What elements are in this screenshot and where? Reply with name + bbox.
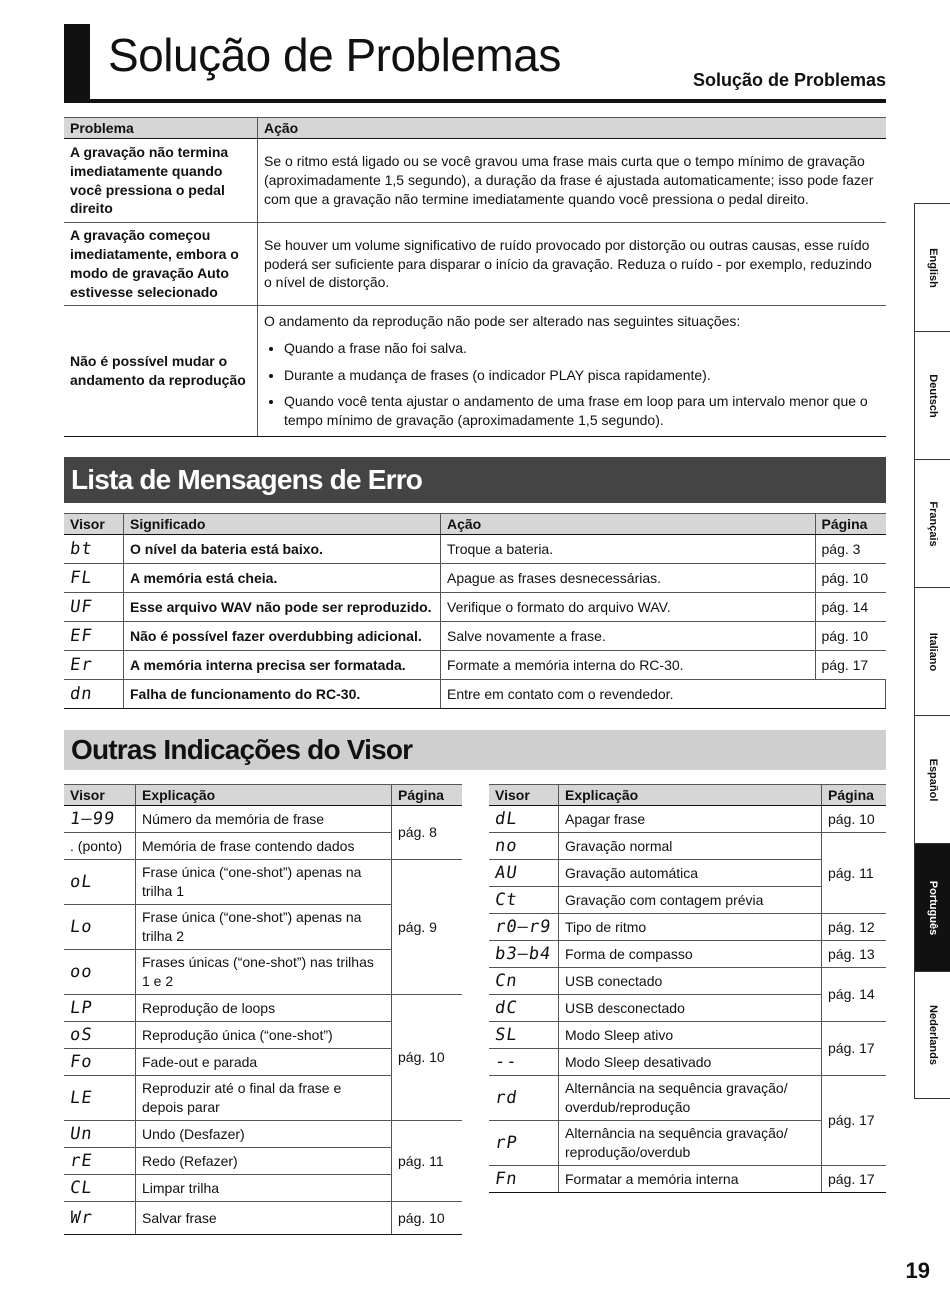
explanation-cell: Gravação automática <box>559 860 822 887</box>
explanation-cell: Forma de compasso <box>559 941 822 968</box>
meaning-cell: O nível da bateria está baixo. <box>124 535 441 564</box>
page-cell: pág. 9 <box>392 860 463 995</box>
tab-nederlands[interactable] <box>914 971 950 1099</box>
explanation-cell: Reprodução de loops <box>136 995 392 1022</box>
column-header-problem: Problema <box>64 118 258 139</box>
meaning-cell: Falha de funcionamento do RC-30. <box>124 680 441 709</box>
lcd-display-code: dC <box>493 997 519 1018</box>
column-header-page: Página <box>815 514 886 535</box>
table-row <box>489 1022 886 1049</box>
table-row <box>64 651 886 680</box>
lcd-display-code: LE <box>68 1087 94 1108</box>
page-cell: pág. 14 <box>822 968 887 1022</box>
page-cell: pág. 8 <box>392 806 463 860</box>
error-messages-table <box>64 513 886 709</box>
problem-cell: Não é possível mudar o andamento da reprodução <box>64 306 258 437</box>
explanation-cell: Memória de frase contendo dados <box>136 833 392 860</box>
lcd-display-code: Wr <box>68 1207 94 1228</box>
lcd-display-code: FL <box>68 567 94 588</box>
table-row <box>489 941 886 968</box>
list-item: • Durante a mudança de frases (o indicador PLAY pisca rapidamente). <box>284 366 880 385</box>
action-cell: Se houver um volume significativo de ruído provocado por distorção ou outras causas, esse ruído poderá ser suficiente para disparar o início da gravação. Reduza o ruído - por exemplo, reduzindo o nível de distorção. <box>258 223 887 306</box>
explanation-cell: Redo (Refazer) <box>136 1148 392 1175</box>
lcd-display-code: Ct <box>493 889 519 910</box>
table-row <box>64 593 886 622</box>
column-header-action: Ação <box>441 514 816 535</box>
lcd-display-code: no <box>493 835 519 856</box>
lcd-display-code: Cn <box>493 970 519 991</box>
list-item: • Quando você tenta ajustar o andamento de uma frase em loop para um intervalo menor que o tempo mínimo de gravação (aproximadamente 1,5 segundo). <box>284 392 880 430</box>
lcd-display-code: rE <box>68 1150 94 1171</box>
meaning-cell: Esse arquivo WAV não pode ser reproduzido. <box>124 593 441 622</box>
display-code-text: . (ponto) <box>64 833 136 860</box>
problem-cell: A gravação começou imediatamente, embora o modo de gravação Auto estivesse selecionado <box>64 223 258 306</box>
column-header-display: Visor <box>64 514 124 535</box>
page-cell: pág. 17 <box>822 1076 887 1166</box>
explanation-cell: Tipo de ritmo <box>559 914 822 941</box>
table-row <box>489 1076 886 1121</box>
action-cell: Salve novamente a frase. <box>441 622 816 651</box>
display-indications-table-right <box>489 784 886 1193</box>
tab-label: Italiano <box>926 632 939 671</box>
table-row <box>64 860 462 905</box>
action-cell: Formate a memória interna do RC-30. <box>441 651 816 680</box>
tab-label: Português <box>926 880 939 935</box>
lcd-display-code: EF <box>68 625 94 646</box>
page-cell: pág. 10 <box>392 1202 463 1235</box>
explanation-cell: Frase única (“one-shot”) apenas na trilha 2 <box>136 905 392 950</box>
action-cell: Apague as frases desnecessárias. <box>441 564 816 593</box>
title-bar-decoration <box>64 24 90 100</box>
table-row <box>64 139 886 223</box>
page-title: Solução de Problemas <box>108 29 561 81</box>
table-row <box>64 535 886 564</box>
explanation-cell: Frase única (“one-shot”) apenas na trilha 1 <box>136 860 392 905</box>
tab-espanol[interactable] <box>914 715 950 843</box>
explanation-cell: Alternância na sequência gravação/ reprodução/overdub <box>559 1121 822 1166</box>
table-row <box>64 306 886 437</box>
display-indications-table-left <box>64 784 462 1235</box>
explanation-cell: Número da memória de frase <box>136 806 392 833</box>
explanation-cell: Formatar a memória interna <box>559 1166 822 1193</box>
tab-deutsch[interactable] <box>914 331 950 459</box>
explanation-cell: USB desconectado <box>559 995 822 1022</box>
table-row <box>64 1202 462 1235</box>
title-rule <box>64 99 886 103</box>
explanation-cell: USB conectado <box>559 968 822 995</box>
lcd-display-code: Er <box>68 654 94 675</box>
action-cell: Entre em contato com o revendedor. <box>441 680 886 709</box>
lcd-display-code: oo <box>68 961 94 982</box>
explanation-cell: Gravação normal <box>559 833 822 860</box>
list-item: • Quando a frase não foi salva. <box>284 339 880 358</box>
lcd-display-code: rP <box>493 1132 519 1153</box>
lcd-display-code: -- <box>493 1051 519 1072</box>
action-intro: O andamento da reprodução não pode ser alterado nas seguintes situações: <box>264 312 741 329</box>
lcd-display-code: dn <box>68 683 94 704</box>
page-cell: pág. 14 <box>815 593 886 622</box>
explanation-cell: Undo (Desfazer) <box>136 1121 392 1148</box>
column-header-page: Página <box>392 785 463 806</box>
column-header-explanation: Explicação <box>559 785 822 806</box>
lcd-display-code: oS <box>68 1024 94 1045</box>
page-cell: pág. 11 <box>392 1121 463 1202</box>
troubleshooting-table <box>64 117 886 437</box>
explanation-cell: Limpar trilha <box>136 1175 392 1202</box>
column-header-page: Página <box>822 785 887 806</box>
tab-english[interactable] <box>914 203 950 331</box>
page-cell: pág. 13 <box>822 941 887 968</box>
explanation-cell: Fade-out e parada <box>136 1049 392 1076</box>
page-number: 19 <box>905 1258 930 1283</box>
table-row <box>64 995 462 1022</box>
table-row <box>489 1166 886 1193</box>
page-cell: pág. 10 <box>815 622 886 651</box>
explanation-cell: Modo Sleep ativo <box>559 1022 822 1049</box>
column-header-explanation: Explicação <box>136 785 392 806</box>
table-row <box>64 223 886 306</box>
table-row <box>489 806 886 833</box>
meaning-cell: Não é possível fazer overdubbing adicional. <box>124 622 441 651</box>
page-cell: pág. 12 <box>822 914 887 941</box>
table-row <box>64 680 886 709</box>
page-cell: pág. 17 <box>822 1022 887 1076</box>
explanation-cell: Gravação com contagem prévia <box>559 887 822 914</box>
language-tabs <box>914 203 950 1099</box>
error-list-heading: Lista de Mensagens de Erro <box>64 457 886 503</box>
lcd-display-code: bt <box>68 538 94 559</box>
page-cell: pág. 10 <box>822 806 887 833</box>
table-row <box>64 806 462 833</box>
lcd-display-code: LP <box>68 997 94 1018</box>
action-cell: Troque a bateria. <box>441 535 816 564</box>
explanation-cell: Apagar frase <box>559 806 822 833</box>
other-indications-heading: Outras Indicações do Visor <box>64 730 886 770</box>
tab-label: Español <box>926 758 939 801</box>
action-cell <box>258 306 887 437</box>
lcd-display-code: Un <box>68 1123 94 1144</box>
column-header-action: Ação <box>258 118 887 139</box>
tab-italiano[interactable] <box>914 587 950 715</box>
tab-label: Nederlands <box>926 1005 939 1065</box>
explanation-cell: Salvar frase <box>136 1202 392 1235</box>
lcd-display-code: rd <box>493 1087 519 1108</box>
page-cell: pág. 17 <box>815 651 886 680</box>
tab-label: Deutsch <box>926 373 939 418</box>
lcd-display-code: dL <box>493 808 519 829</box>
page-cell: pág. 11 <box>822 833 887 914</box>
column-header-display: Visor <box>489 785 559 806</box>
page-cell: pág. 10 <box>392 995 463 1121</box>
action-cell: Se o ritmo está ligado ou se você gravou uma frase mais curta que o tempo mínimo de gravação (aproximadamente 1,5 segundo), a duração da frase é ajustada automaticamente; isso pode fazer com que a gravação não termine imediatamente quando você pressiona o pedal direito. <box>258 139 887 223</box>
lcd-display-code: b3–b4 <box>493 943 553 964</box>
tab-label: Français <box>926 500 939 547</box>
problem-cell: A gravação não termina imediatamente quando você pressiona o pedal direito <box>64 139 258 223</box>
lcd-display-code: SL <box>493 1024 519 1045</box>
page-cell: pág. 17 <box>822 1166 887 1193</box>
action-cell: Verifique o formato do arquivo WAV. <box>441 593 816 622</box>
column-header-display: Visor <box>64 785 136 806</box>
tab-portugues[interactable] <box>914 843 950 971</box>
table-row <box>64 622 886 651</box>
lcd-display-code: Fo <box>68 1051 94 1072</box>
table-row <box>489 968 886 995</box>
tab-francais[interactable] <box>914 459 950 587</box>
table-row <box>489 914 886 941</box>
bullet-list <box>264 339 880 431</box>
explanation-cell: Reproduzir até o final da frase e depois parar <box>136 1076 392 1121</box>
explanation-cell: Alternância na sequência gravação/ overdub/reprodução <box>559 1076 822 1121</box>
page-cell: pág. 10 <box>815 564 886 593</box>
meaning-cell: A memória está cheia. <box>124 564 441 593</box>
lcd-display-code: 1–99 <box>68 808 117 829</box>
explanation-cell: Reprodução única (“one-shot”) <box>136 1022 392 1049</box>
explanation-cell: Modo Sleep desativado <box>559 1049 822 1076</box>
explanation-cell: Frases únicas (“one-shot”) nas trilhas 1 e 2 <box>136 950 392 995</box>
lcd-display-code: oL <box>68 871 94 892</box>
tab-label: English <box>926 247 939 288</box>
meaning-cell: A memória interna precisa ser formatada. <box>124 651 441 680</box>
column-header-meaning: Significado <box>124 514 441 535</box>
table-row <box>64 1121 462 1148</box>
lcd-display-code: AU <box>493 862 519 883</box>
table-row <box>489 833 886 860</box>
lcd-display-code: UF <box>68 596 94 617</box>
lcd-display-code: Lo <box>68 916 94 937</box>
lcd-display-code: CL <box>68 1177 94 1198</box>
page-cell: pág. 3 <box>815 535 886 564</box>
table-row <box>64 564 886 593</box>
lcd-display-code: r0–r9 <box>493 916 553 937</box>
section-running-head: Solução de Problemas <box>692 70 886 90</box>
lcd-display-code: Fn <box>493 1168 519 1189</box>
